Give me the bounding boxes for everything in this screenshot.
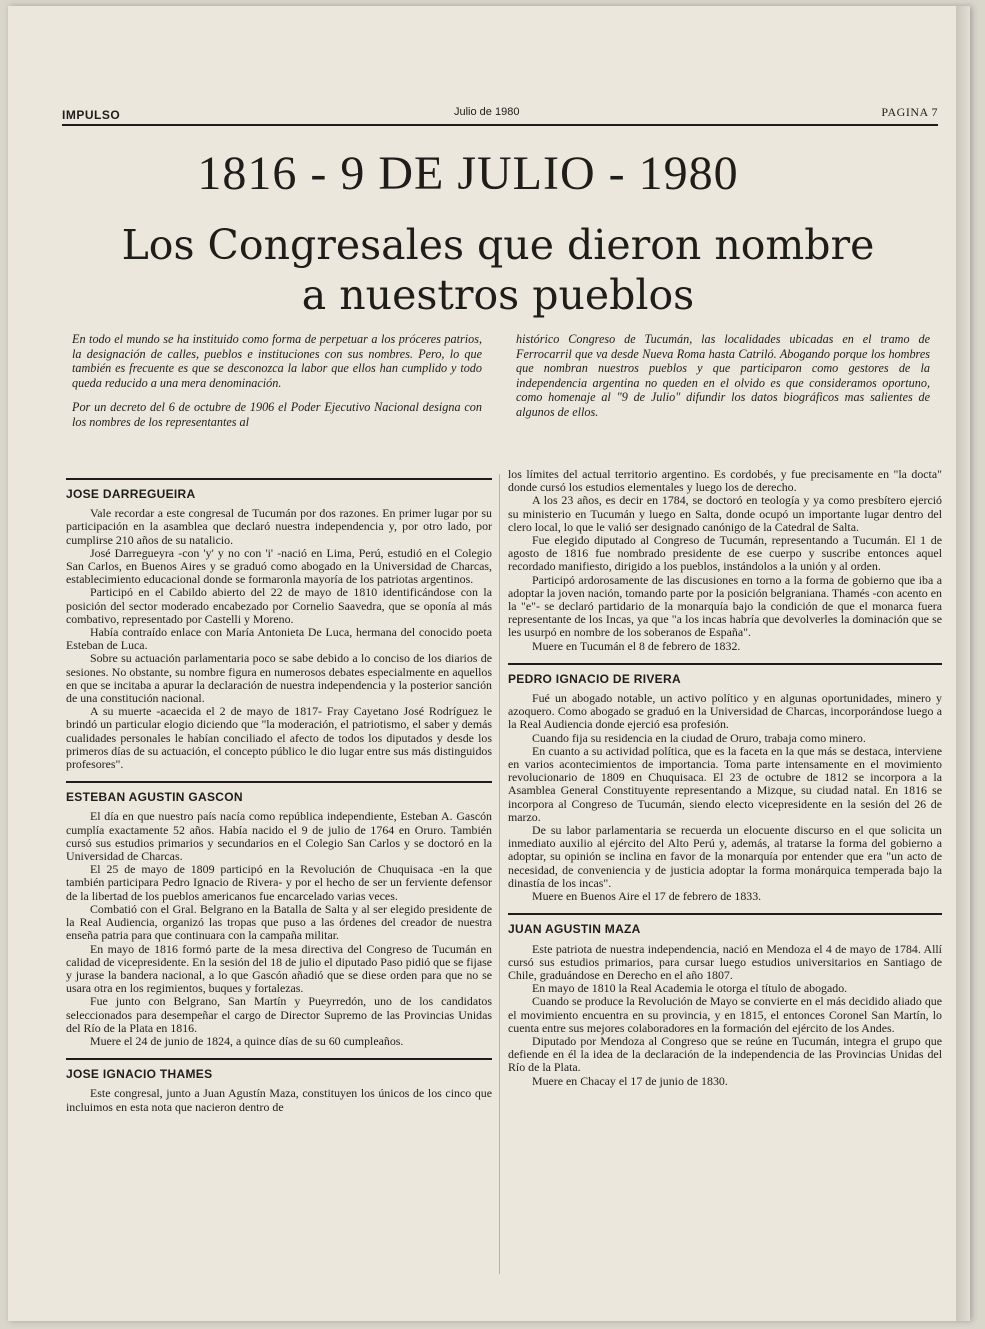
- paragraph: Cuando se produce la Revolución de Mayo se convierte en el más decidido aliado que el movimiento encuentra en su provincia, y en 1815, el entonces Coronel San Martín, lo cuenta entre sus mejores colaboradores en la formación del ejército de los Andes.: [508, 994, 942, 1035]
- section-rule: [66, 478, 492, 480]
- page-number: PAGINA 7: [881, 105, 938, 119]
- paragraph: El día en que nuestro país nacía como república independiente, Esteban A. Gascón cumplía exactamente 52 años. Había nacido el 9 de julio de 1764 en Oruro. También cursó sus estudios primarios y secundarios en el Colegio San Carlos y se doctoró en la Universidad de Charcas.: [66, 809, 492, 864]
- left-column: [66, 468, 492, 1124]
- headline: [48, 220, 948, 320]
- paragraph: El 25 de mayo de 1809 participó en la Revolución de Chuquisaca -en la que también participara Pedro Ignacio de Rivera- y por el hecho de ser un ferviente defensor de la libertad de los pueblos americanos fue encarcelado varias veces.: [66, 862, 492, 903]
- paragraph: De su labor parlamentaria se recuerda un elocuente discurso en el que solicita un inmediato auxilio al ejército del Alto Perú y, además, al tratarse la forma del gobierno a adoptar, su opinión se inclina en favor de la monarquía por entender que era "un acto de necesidad, de conveniencia y de justicia adoptar la forma monárquica temperada bajo la dinastía de los incas".: [508, 823, 942, 890]
- section-thames: [66, 1068, 492, 1114]
- paragraph: José Darregueyra -con 'y' y no con 'i' -nació en Lima, Perú, estudió en el Colegio San Carlos, en Buenos Aires y se graduó como abogado en la Universidad de Charcas, establecimiento educacional donde se formaronla mayoría de los patriotas argentinos.: [66, 545, 492, 587]
- paragraph: Participó ardorosamente de las discusiones en torno a la forma de gobierno que iba a adoptar la joven nación, tomando parte por la posición belgraniana. Thamés -con acento en la "e"- se declaró partidario de la monarquía bajo la condición de que el monarca fuera representante de los Incas, ya que "a los incas habría que devolverles la dominación que se les usurpó en nombre de los soberanos de España".: [508, 572, 942, 640]
- section-darregueira: [66, 488, 492, 771]
- paragraph: Diputado por Mendoza al Congreso que se reúne en Tucumán, integra el grupo que defiende en él la idea de la declaración de la independencia de las Provincias Unidas del Río de la Plata.: [508, 1033, 942, 1075]
- paragraph: Combatió con el Gral. Belgrano en la Batalla de Salta y al ser elegido presidente de la Real Audiencia, organizó las tropas que puso a las órdenes del creador de nuestra enseña patria para que continuara con la campaña militar.: [66, 901, 492, 943]
- intro-paragraph: Por un decreto del 6 de octubre de 1906 el Poder Ejecutivo Nacional designa con los nombres de los representantes al: [72, 400, 482, 429]
- intro-left-column: [72, 332, 482, 440]
- headline-line-1: Los Congresales que dieron nombre: [121, 221, 875, 269]
- paragraph: los límites del actual territorio argentino. Es cordobés, y fue precisamente en "la docta" donde cursó los estudios elementales y luego los de derecho.: [508, 467, 942, 495]
- paragraph: Había contraído enlace con María Antonieta De Luca, hermana del conocido poeta Esteban de Luca.: [66, 625, 492, 653]
- masthead-rule: [62, 124, 938, 126]
- paragraph: Este patriota de nuestra independencia, nació en Mendoza el 4 de mayo de 1784. Allí cursó sus estudios primarios, para cursar luego estudios universitarios en Santiago de Chile, graduándose en Derecho en el año 1807.: [508, 941, 942, 982]
- paragraph: En mayo de 1816 formó parte de la mesa directiva del Congreso de Tucumán en calidad de vicepresidente. En la sesión del 18 de julio el diputado Paso pidió que se fijase y jurase la bandera nacional, a lo que Gascón añadió que se diese orden para que no se usara otra en los regimientos, buques y fortalezas.: [66, 941, 492, 996]
- paragraph: A su muerte -acaecida el 2 de mayo de 1817- Fray Cayetano José Rodríguez le brindó un particular elogio diciendo que "la moderación, el patriotismo, el saber y demás cualidades personales le habían conciliado el afecto de todos los diputados y desde los primeros días de su actuación, el concepto público le dio lugar entre sus más distinguidos profesores".: [66, 704, 492, 772]
- paragraph: Fue junto con Belgrano, San Martín y Pueyrredón, uno de los candidatos seleccionados para desempeñar el cargo de Director Supremo de las Provincias Unidas del Río de la Plata en 1816.: [66, 994, 492, 1035]
- paragraph: Cuando fija su residencia en la ciudad de Oruro, trabaja como minero.: [532, 730, 866, 745]
- paragraph: Vale recordar a este congresal de Tucumán por dos razones. En primer lugar por su participación en la asamblea que declaró nuestra independencia y, por otro lado, por cumplirse 210 años de su natalicio.: [66, 506, 492, 547]
- section-rule: [66, 1058, 492, 1060]
- intro-right-column: [516, 332, 930, 430]
- section-rule: [66, 781, 492, 783]
- section-heading: PEDRO IGNACIO DE RIVERA: [508, 671, 681, 686]
- paragraph: Fue elegido diputado al Congreso de Tucumán, representando a Tucumán. El 1 de agosto de 1816 fue nombrado presidente de ese cuerpo y suscribe entonces aquel recordado manifiesto, dirigido a los pueblos, instándolos a la unión y al orden.: [508, 533, 942, 574]
- dateline: 1816 - 9 DE JULIO - 1980: [197, 147, 739, 200]
- paragraph: Fué un abogado notable, un activo político y en algunas oportunidades, minero y azoquero. Como abogado se graduó en la Universidad de Charcas, incorporándose luego a la Real Audiencia donde ejerció esa profesión.: [508, 691, 942, 732]
- paragraph: Este congresal, junto a Juan Agustín Maza, constituyen los únicos de los cinco que incluimos en esta nota que nacieron dentro de: [66, 1086, 492, 1114]
- paragraph: En cuanto a su actividad política, que es la faceta en la que más se destaca, interviene en varios acontecimientos de importancia. Toma parte intensamente en el movimiento revolucionario de 1809 en Chuquisaca. El 23 de octubre de 1812 se incorpora a la Asamblea General Constituyente representando a Mizque, su ciudad natal. En 1816 se incorpora al Congreso de Tucumán, siendo electo vicepresidente en la sesión del 26 de marzo.: [508, 743, 942, 824]
- section-heading: JOSE DARREGUEIRA: [66, 487, 196, 501]
- paragraph: Muere en Tucumán el 8 de febrero de 1832.: [532, 638, 741, 653]
- section-heading: JUAN AGUSTIN MAZA: [508, 922, 641, 937]
- right-column: [508, 468, 942, 1098]
- intro-paragraph: histórico Congreso de Tucumán, las localidades ubicadas en el tramo de Ferrocarril que va desde Nueva Roma hasta Catriló. Abogando porque los hombres que nombran nuestros pueblos y que participaron como gestores de la independencia argentina no queden en el olvido es que consideramos oportuno, como homenaje al "9 de Julio" difundir los datos biográficos mas salientes de algunos de ellos.: [516, 332, 930, 419]
- headline-line-2: a nuestros pueblos: [301, 271, 695, 319]
- paragraph: En mayo de 1810 la Real Academia le otorga el título de abogado.: [532, 981, 848, 996]
- intro-paragraph: En todo el mundo se ha instituido como forma de perpetuar a los próceres patrios, la designación de calles, pueblos e instituciones con sus nombres. Pero, lo que también es frecuente es que se desconozca la labor que ellos han cumplido y todo queda reducido a una mera denominación.: [72, 332, 482, 390]
- section-gascon: [66, 791, 492, 1048]
- section-heading: ESTEBAN AGUSTIN GASCON: [66, 790, 243, 805]
- section-heading: JOSE IGNACIO THAMES: [66, 1067, 213, 1082]
- issue-date: Julio de 1980: [454, 106, 520, 118]
- section-rivera: [508, 673, 942, 903]
- section-thames-continued: [508, 468, 942, 653]
- section-rule: [508, 663, 942, 665]
- masthead: [62, 100, 938, 124]
- column-separator: [499, 474, 500, 1274]
- section-maza: [508, 923, 942, 1087]
- paragraph: Muere en Buenos Aire el 17 de febrero de 1833.: [532, 889, 762, 904]
- paragraph: Muere en Chacay el 17 de junio de 1830.: [532, 1073, 728, 1088]
- publication-name: IMPULSO: [62, 108, 121, 122]
- section-rule: [508, 913, 942, 915]
- paragraph: A los 23 años, es decir en 1784, se doctoró en teología y ya como presbítero ejerció su ministerio en Tucumán y luego en Salta, donde ocupó un importante lugar dentro del clero local, lo que le valió ser designado canónigo de la Catedral de Salta.: [508, 493, 942, 534]
- newspaper-page: [8, 6, 970, 1321]
- paragraph: Sobre su actuación parlamentaria poco se sabe debido a lo conciso de los diarios de sesiones. No obstante, su nombre figura en numerosos debates especialmente en aquellos en que se incitaba a apurar la declaración de nuestra independencia y la posterior sanción de una constitución nacional.: [66, 651, 492, 706]
- paragraph: Participó en el Cabildo abierto del 22 de mayo de 1810 identificándose con la posición del sector moderado encabezado por Cornelio Saavedra, que se oponía al más combativo, representado por Castelli y Moreno.: [66, 585, 492, 626]
- page-edge: [956, 6, 970, 1321]
- paragraph: Muere el 24 de junio de 1824, a quince días de su 60 cumpleaños.: [90, 1033, 404, 1048]
